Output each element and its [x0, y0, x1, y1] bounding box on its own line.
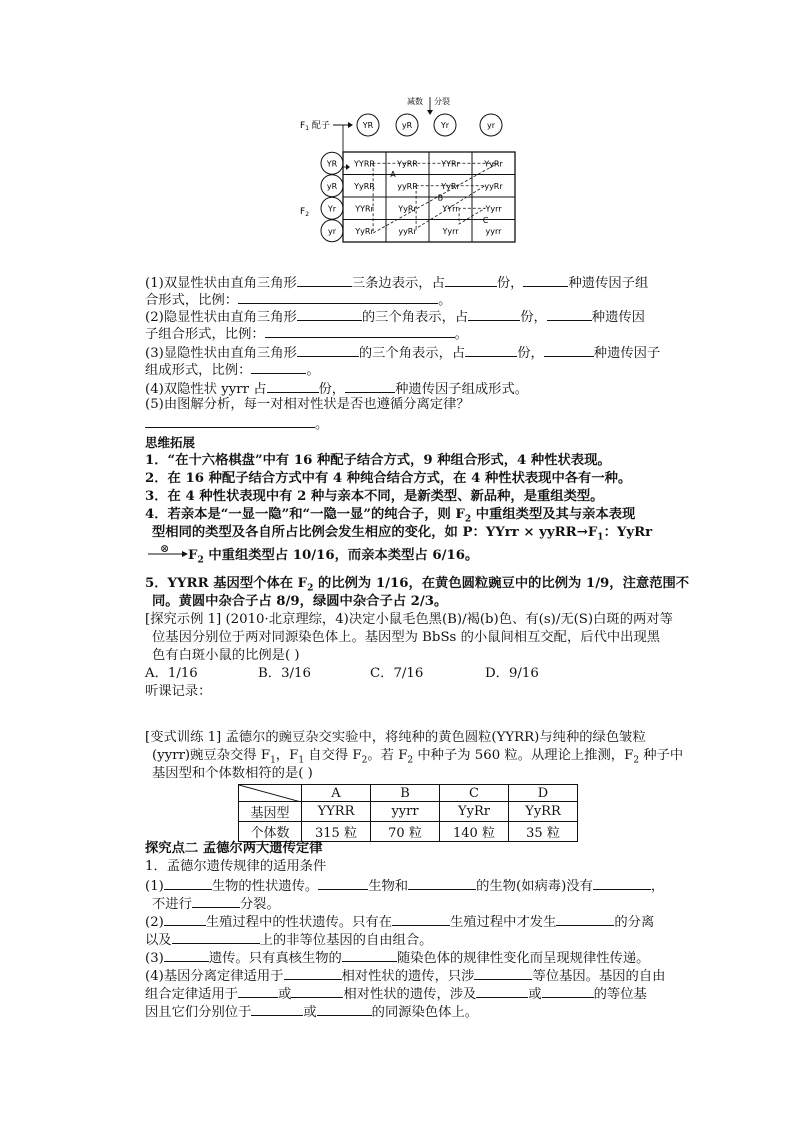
triangle-marker: A [390, 169, 396, 179]
table-cell: YYRR [302, 802, 371, 822]
genotype-cell: YyRr [484, 159, 503, 169]
genotype-cell: yyrr [485, 226, 502, 236]
q1-text-b: 三条边表示，占 [351, 276, 445, 291]
option-c[interactable]: C．7/16 [370, 666, 424, 681]
gamete-label: yR [401, 121, 413, 130]
expand-point-4-line-3: ⊗ $F_2$ 中重组类型占 10/16，而亲本类型占 6/16。 [148, 542, 478, 570]
blank[interactable] [342, 948, 397, 962]
blank[interactable] [468, 307, 520, 321]
gamete-label: Yr [440, 121, 450, 130]
q2-text-f: 。 [454, 327, 468, 342]
blank[interactable] [251, 360, 306, 374]
blank[interactable] [345, 379, 395, 393]
option-b[interactable]: B．3/16 [258, 666, 311, 681]
q1-text-e: 合形式，比例： [145, 293, 239, 308]
table-cell: YyRR [509, 802, 578, 822]
gamete-label: yR [326, 181, 338, 191]
triangle-marker: B [437, 193, 444, 203]
question-5: (5)由图解分析，每一对相对性状是否也遵循分离定律？ [145, 397, 470, 412]
blank[interactable] [291, 984, 343, 998]
blank[interactable] [164, 912, 206, 926]
q4-text-a: (4)双隐性状 yyrr 占 [145, 382, 267, 397]
blank[interactable] [445, 273, 497, 287]
blank[interactable] [476, 984, 528, 998]
selfing-arrow-line [148, 542, 188, 559]
f1-arrowhead [348, 122, 353, 128]
condition-4-line-2: 组合定律适用于 或 相对性状的遗传，涉及 或 的等位基 [145, 984, 647, 1003]
question-3-line-2 [145, 360, 320, 379]
blank[interactable] [172, 930, 260, 944]
diagonal-cell [239, 785, 302, 802]
table-cell: 35 粒 [509, 822, 578, 842]
header-d: D [509, 785, 578, 802]
variant-1-line-3: 基因型和个体数相符的是( ) [152, 766, 313, 781]
header-a: A [302, 785, 371, 802]
condition-1-line-1: (1) 生物的性状遗传。 生物和 的生物(如病毒)没有 ， [145, 876, 664, 895]
genotype-cell: Yyrr [442, 226, 459, 236]
blank[interactable] [523, 273, 568, 287]
blank[interactable] [318, 876, 368, 890]
q3-text-c: 份， [517, 346, 544, 361]
expand-point-4-line-1: 4．若亲本是“一显一隐”和“一隐一显”的纯合子，则 $F_2$ 中重组类型及其与亲本表现 [145, 507, 636, 525]
blank[interactable] [297, 273, 352, 287]
example-1-line-1: [探究示例 1] (2010·北京理综，4)决定小鼠毛色黑(B)/褐(b)色、有(s)/无(S)白斑的两对等 [145, 612, 673, 627]
blank[interactable] [251, 1002, 303, 1016]
question-2-line-2 [145, 324, 468, 343]
condition-2-line-2: 以及 上的非等位基因的自由组合。 [145, 930, 432, 949]
table-cell: 315 粒 [302, 822, 371, 842]
punnett-grid [343, 152, 515, 242]
punnett-diagram [295, 95, 525, 270]
q2-text-b: 的三个角表示，占 [361, 310, 469, 325]
blank[interactable] [593, 876, 651, 890]
table-row [239, 822, 578, 842]
genotype-table [238, 784, 578, 842]
q3-text-e: 组成形式，比例： [145, 363, 252, 378]
blank[interactable] [145, 414, 315, 428]
example-1-line-3: 色有白斑小鼠的比例是( ) [152, 648, 300, 663]
row-label: 基因型 [239, 802, 302, 822]
blank[interactable] [164, 948, 209, 962]
blank[interactable] [267, 379, 319, 393]
meiosis-label: 减数 [407, 97, 423, 106]
blank[interactable] [317, 1002, 372, 1016]
genotype-cell: YYRr [355, 204, 374, 214]
genotype-cell: yyRr [398, 226, 417, 236]
blank[interactable] [284, 966, 342, 980]
gamete-label: yr [486, 121, 496, 130]
condition-4-line-1: (4)基因分离定律适用于 相对性状的遗传，只涉 等位基因。基因的自由 [145, 966, 665, 985]
q3-text-f: 。 [306, 363, 320, 378]
genotype-cell: yyRR [397, 181, 418, 191]
blank[interactable] [192, 894, 240, 908]
genotype-cell: YyRr [398, 204, 417, 214]
expand-point-4-line-2: 型相同的类型及各自所占比例会发生相应的变化，如 P：YYrr × $yyRR\to F_1$：YyRr [152, 525, 653, 543]
blank[interactable] [465, 343, 517, 357]
table-row [239, 802, 578, 822]
q3-text-d: 种遗传因子 [593, 346, 661, 361]
q2-text-c: 份， [520, 310, 547, 325]
gamete-label: YR [362, 121, 374, 130]
blank[interactable] [297, 343, 359, 357]
table-cell: 70 粒 [371, 822, 440, 842]
variant-1-line-1: [变式训练 1] 孟德尔的豌豆杂交实验中，将纯种的黄色圆粒(YYRR)与纯种的绿色皱粒 [145, 730, 646, 745]
q2-text-d: 种遗传因 [591, 310, 645, 325]
genotype-cell: Yyrr [485, 204, 502, 214]
left-gametes [321, 152, 343, 242]
gamete-label: Yr [327, 204, 337, 214]
genotype-cell: YyRR [354, 181, 375, 191]
header-b: B [371, 785, 440, 802]
table-header-row [239, 785, 578, 802]
q1-text-f: 。 [438, 293, 452, 308]
genotype-cell: YyRr [355, 226, 374, 236]
blank[interactable] [544, 343, 594, 357]
option-a[interactable]: A．1/16 [145, 666, 198, 681]
blank[interactable] [238, 290, 438, 304]
q3-text-b: 的三个角表示，占 [358, 346, 466, 361]
option-d[interactable]: D．9/16 [485, 666, 539, 681]
q1-text-a: (1)双显性状由直角三角形 [145, 276, 297, 291]
expand-point-1: 1．“在十六格棋盘”中有 16 种配子结合方式，9 种组合形式，4 种性状表现。 [145, 453, 611, 468]
genotype-cell: YyRR [397, 159, 418, 169]
table-cell: yyrr [371, 802, 440, 822]
genotype-cell: YYrr [442, 204, 459, 214]
expand-point-3: 3．在 4 种性状表现中有 2 种与亲本不同，是新类型、新品种，是重组类型。 [145, 489, 604, 504]
condition-4-line-3: 因且它们分别位于 或 的同源染色体上。 [145, 1002, 478, 1021]
expand-point-2: 2．在 16 种配子结合方式中有 4 种纯合结合方式，在 4 种性状表现中各有一种。 [145, 471, 632, 486]
q5-end: 。 [315, 417, 329, 432]
expand-point-5-line-2: 同。黄圆中杂合子占 8/9，绿圆中杂合子占 2/3。 [152, 594, 448, 609]
blank[interactable] [238, 984, 278, 998]
condition-1-line-2: 不进行 分裂。 [152, 894, 280, 913]
q2-text-e: 子组合形式，比例： [145, 327, 265, 342]
blank[interactable] [392, 912, 450, 926]
q1-text-c: 份， [496, 276, 524, 291]
condition-3: (3) 遗传。只有真核生物的 随染色体的规律性变化而呈现规律性传递。 [145, 948, 649, 967]
selfing-arrow [148, 542, 188, 559]
selfing-symbol: ⊗ [160, 542, 170, 555]
row-label: 个体数 [239, 822, 302, 842]
question-5-answer [145, 414, 328, 433]
f2-label: $F_2$ [300, 207, 310, 218]
notes-label: 听课记录： [145, 684, 212, 699]
meiosis-arrowhead [427, 110, 433, 115]
genotype-cell: YYRr [441, 159, 460, 169]
blank[interactable] [542, 984, 594, 998]
q2-text-a: (2)隐显性状由直角三角形 [145, 310, 297, 325]
triangle-marker: C [482, 215, 489, 225]
condition-2-line-1: (2) 生殖过程中的性状遗传。只有在 生殖过程中才发生 的分离 [145, 912, 654, 931]
blank[interactable] [556, 912, 614, 926]
diagonal-line [239, 785, 301, 802]
genotype-cell: YYRR [354, 159, 375, 169]
variant-1-line-2: (yyrr)豌豆杂交得 $F_1$，$F_1$ 自交得 $F_2$。若 $F_2$ 中种子为 560 粒。从理论上推测，$F_2$ 种子中 [152, 748, 684, 766]
q4-text-b: 份， [318, 382, 346, 397]
blank[interactable] [265, 324, 455, 338]
blank[interactable] [297, 307, 362, 321]
f1-connector-arrowhead [346, 164, 350, 170]
gamete-label: yr [327, 226, 337, 236]
gamete-label: YR [326, 159, 338, 169]
f1-label: $F_1$ 配子 [300, 121, 330, 132]
section-2-title: 探究点二 孟德尔两大遗传定律 [145, 841, 323, 856]
blank[interactable] [408, 876, 476, 890]
genotype-cell: yyRr [484, 181, 503, 191]
blank[interactable] [547, 307, 592, 321]
section-2-subtitle: 1．孟德尔遗传规律的适用条件 [145, 859, 327, 874]
blank[interactable] [474, 966, 532, 980]
header-c: C [440, 785, 509, 802]
table-cell: YyRr [440, 802, 509, 822]
q4-text-c: 种遗传因子组成形式。 [395, 382, 529, 397]
division-label: 分裂 [434, 97, 450, 106]
expand-title: 思维拓展 [145, 435, 196, 450]
q1-text-d: 种遗传因子组 [568, 276, 649, 291]
blank[interactable] [164, 876, 212, 890]
genotype-cell: YyRr [441, 181, 460, 191]
example-1-line-2: 位基因分别位于两对同源染色体上。基因型为 BbSs 的小鼠间相互交配，后代中出现黑 [152, 630, 661, 645]
q3-text-a: (3)显隐性状由直角三角形 [145, 346, 297, 361]
table-cell: 140 粒 [440, 822, 509, 842]
top-gametes [357, 114, 502, 136]
expand-point-5-line-1: 5．YYRR 基因型个体在 $F_2$ 的比例为 1/16，在黄色圆粒豌豆中的比例为 1/9，注意范围不 [145, 576, 690, 594]
